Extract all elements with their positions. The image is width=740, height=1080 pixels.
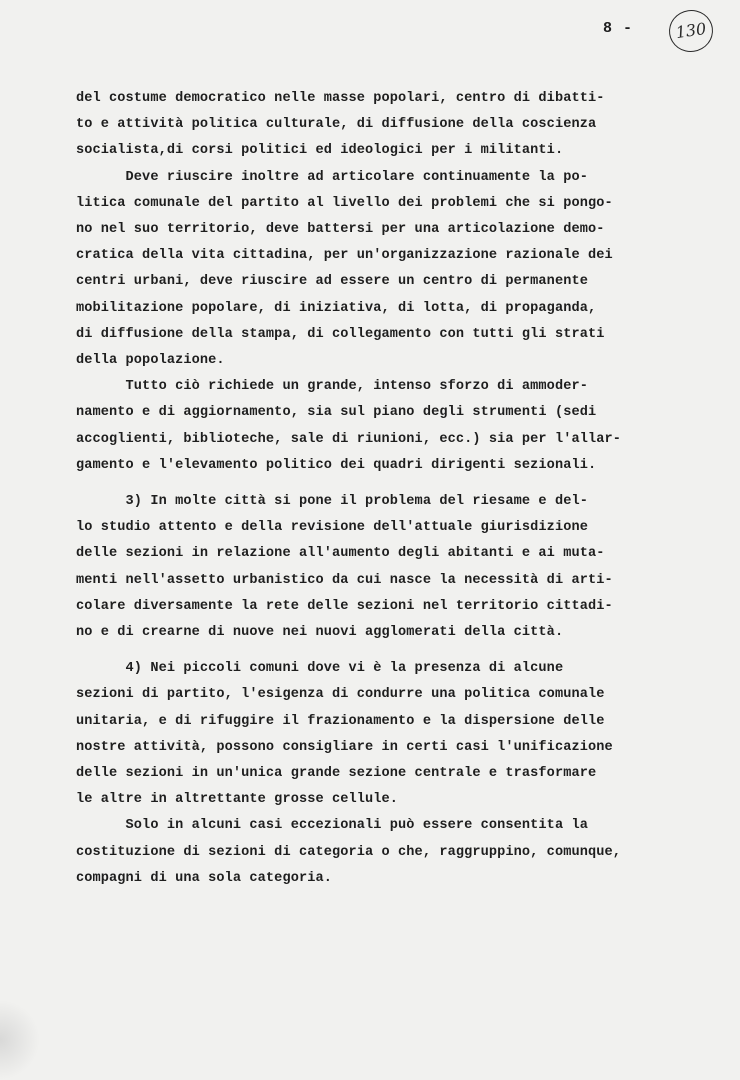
text-line: cratica della vita cittadina, per un'organizzazione razionale dei — [76, 248, 613, 264]
paragraph-gap — [76, 479, 676, 489]
text-line: centri urbani, deve riuscire ad essere un centro di permanente — [76, 274, 588, 290]
paragraph — [76, 489, 676, 646]
paragraph — [76, 813, 676, 892]
page-number: 8 - — [603, 20, 634, 37]
scan-edge-mark — [0, 1000, 40, 1080]
text-line: Solo in alcuni casi eccezionali può essere consentita la — [76, 818, 588, 834]
paragraph — [76, 165, 676, 375]
text-line: nostre attività, possono consigliare in certi casi l'unificazione — [76, 739, 613, 755]
text-line: litica comunale del partito al livello dei problemi che si pongo- — [76, 195, 613, 211]
text-line: to e attività politica culturale, di diffusione della coscienza — [76, 117, 597, 133]
text-line: le altre in altrettante grosse cellule. — [76, 792, 399, 808]
text-line: unitaria, e di rifuggire il frazionamento e la dispersione delle — [76, 713, 605, 729]
text-line: delle sezioni in un'unica grande sezione centrale e trasformare — [76, 766, 597, 782]
paragraph — [76, 86, 676, 165]
text-line: menti nell'assetto urbanistico da cui nasce la necessità di arti- — [76, 572, 613, 588]
text-line: colare diversamente la rete delle sezioni nel territorio cittadi- — [76, 598, 613, 614]
text-line: no nel suo territorio, deve battersi per una articolazione demo- — [76, 222, 605, 238]
text-line: delle sezioni in relazione all'aumento degli abitanti e ai muta- — [76, 546, 605, 562]
text-line: socialista,di corsi politici ed ideologici per i militanti. — [76, 143, 564, 159]
text-line: 3) In molte città si pone il problema del riesame e del- — [76, 494, 588, 510]
text-line: gamento e l'elevamento politico dei quadri dirigenti sezionali. — [76, 457, 597, 473]
archive-stamp: 130 — [666, 7, 715, 55]
text-line: di diffusione della stampa, di collegamento con tutti gli strati — [76, 326, 605, 342]
paragraph — [76, 656, 676, 813]
text-line: 4) Nei piccoli comuni dove vi è la presenza di alcune — [76, 661, 564, 677]
paragraph-gap — [76, 646, 676, 656]
text-line: lo studio attento e della revisione dell'attuale giurisdizione — [76, 520, 588, 536]
text-line: della popolazione. — [76, 353, 225, 369]
text-line: Deve riuscire inoltre ad articolare continuamente la po- — [76, 169, 588, 185]
text-line: costituzione di sezioni di categoria o che, raggruppino, comunque, — [76, 844, 621, 860]
text-line: del costume democratico nelle masse popolari, centro di dibatti- — [76, 91, 605, 106]
text-line: Tutto ciò richiede un grande, intenso sforzo di ammoder- — [76, 379, 588, 395]
document-body — [76, 86, 676, 892]
paragraph — [76, 374, 676, 479]
text-line: compagni di una sola categoria. — [76, 870, 332, 886]
text-line: mobilitazione popolare, di iniziativa, di lotta, di propaganda, — [76, 300, 597, 316]
text-line: sezioni di partito, l'esigenza di condurre una politica comunale — [76, 687, 605, 703]
text-line: namento e di aggiornamento, sia sul piano degli strumenti (sedi — [76, 405, 597, 421]
text-line: accoglienti, biblioteche, sale di riunioni, ecc.) sia per l'allar- — [76, 431, 621, 447]
text-line: no e di crearne di nuove nei nuovi agglomerati della città. — [76, 625, 564, 641]
